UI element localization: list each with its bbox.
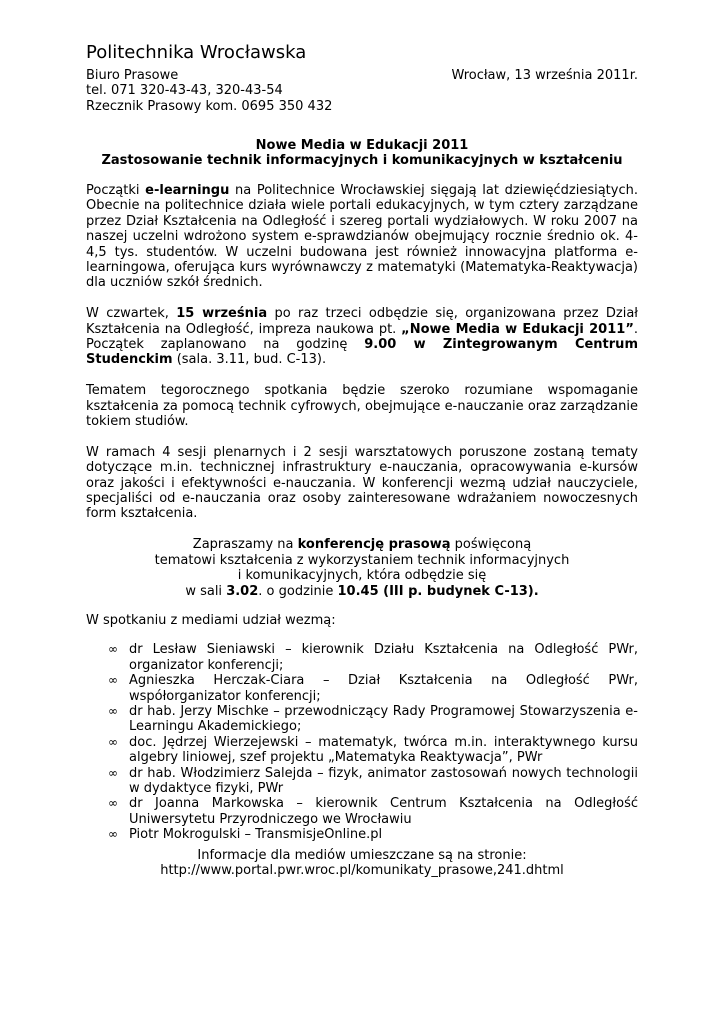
list-item [86,735,638,766]
press-releases-url: http://www.portal.pwr.wroc.pl/komunikaty_prasowe,241.dhtml [160,863,564,879]
title-line-2: Zastosowanie technik informacyjnych i komunikacyjnych w kształceniu [101,153,623,169]
text-run: poświęconą [450,537,532,553]
participants-list [86,642,638,842]
office-date-row [86,68,638,83]
infinity-bullet-icon: ∞ [108,734,118,749]
participants-lead: W spotkaniu z mediami udział wezmą: [86,612,336,628]
list-item [86,766,638,797]
title-line-1: Nowe Media w Edukacji 2011 [255,138,469,153]
text-run: po raz trzeci odbędzie się, organizowana przez Dział Kształcenia na Odległość, impreza naukowa pt. [86,306,638,337]
infinity-bullet-icon: ∞ [108,703,118,718]
list-item [86,827,638,842]
text-run: Zapraszamy na [192,537,298,553]
document-title [86,138,638,169]
infinity-bullet-icon: ∞ [108,765,118,780]
paragraph-topic: Tematem tegorocznego spotkania będzie szeroko rozumiane wspomaganie kształcenia za pomocą technik cyfrowych, obejmujące e-nauczanie oraz zarządzanie tokiem studiów. [86,383,638,430]
footer-note: Informacje dla mediów umieszczane są na stronie: [197,848,527,863]
text-run: (sala. 3.11, bud. C-13). [172,352,327,368]
paragraph-event [86,306,638,368]
letterhead [86,42,638,114]
text-run: Początki [86,183,146,198]
list-item-text: dr Joanna Markowska – kierownik Centrum Kształcenia na Odległość Uniwersytetu Przyrodniczego we Wrocławiu [129,796,638,827]
spokesman-contact: Rzecznik Prasowy kom. 0695 350 432 [86,98,333,114]
bold-run: konferencję prasową [297,537,451,553]
bold-run: 10.45 (III p. budynek C-13). [337,583,539,599]
paragraph-elearning [86,183,638,291]
text-run: . Początek zaplanowano na godzinę [86,321,638,353]
list-item-text: Agnieszka Herczak-Ciara – Dział Kształcenia na Odległość PWr, współorganizator konferencji; [129,673,638,704]
infinity-bullet-icon: ∞ [108,642,118,657]
bold-run: 9.00 w Zintegrowanym Centrum Studenckim [86,337,638,368]
bold-run: 3.02 [226,583,259,599]
bold-run: 15 września [176,306,268,322]
infinity-bullet-icon: ∞ [108,673,118,688]
list-item-text: dr Lesław Sieniawski – kierownik Działu Kształcenia na Odległość PWr, organizator konferencji; [129,642,638,673]
list-item [86,673,638,704]
invite-line-1 [86,537,638,552]
phone-numbers: tel. 071 320-43-43, 320-43-54 [86,83,283,99]
paragraph-sessions: W ramach 4 sesji plenarnych i 2 sesji warsztatowych poruszone zostaną tematy dotyczące m.in. technicznej infrastruktury e-nauczania, opracowywania e-kursów oraz jakości i efektywności e-nauczania. W konferencji wezmą udział nauczyciele, specjaliści od e-nauczania oraz osoby zainteresowane wdrażaniem nowoczesnych form kształcenia. [86,444,638,522]
text-run: na Politechnice Wrocławskiej sięgają lat dziewięćdziesiątych. Obecnie na politechnice działa wiele portali edukacyjnych, w tym cztery zarządzane przez Dział Kształcenia na Odległość i szereg portali wydziałowych. W roku 2007 na naszej uczelni wdrożono system e-sprawdzianów obejmujący rocznie średnio ok. 4-4,5 tys. studentów. W uczelni budowana jest również innowacyjna platforma e-learningowa, oferująca kurs wyrównawczy z matematyki (Matematyka-Reaktywacja) dla uczniów szkół średnich. [86,183,638,291]
text-run: . o godzinie [258,583,338,599]
list-item-text: dr hab. Włodzimierz Salejda – fizyk, animator zastosowań nowych technologii w dydaktyce fizyki, PWr [129,765,638,796]
text-run: w sali [185,583,227,599]
invite-line-2: tematowi kształcenia z wykorzystaniem technik informacyjnych [154,552,570,568]
list-item-text: Piotr Mokrogulski – TransmisjeOnline.pl [129,827,383,843]
list-item-text: dr hab. Jerzy Mischke – przewodniczący Rady Programowej Stowarzyszenia e-Learningu Akademickiego; [129,703,638,735]
infinity-bullet-icon: ∞ [108,827,118,842]
infinity-bullet-icon: ∞ [108,796,118,811]
media-info-footer [86,848,638,879]
text-run: W czwartek, [86,306,177,322]
list-item [86,642,638,673]
bold-run: e-learningu [145,183,230,198]
organization-name: Politechnika Wrocławska [86,42,307,63]
list-item [86,704,638,735]
bold-run: „Nowe Media w Edukacji 2011” [401,321,634,337]
list-item [86,796,638,827]
document-date: Wrocław, 13 września 2011r. [451,68,638,83]
press-conference-invitation [86,537,638,599]
list-item-text: doc. Jędrzej Wierzejewski – matematyk, twórca m.in. interaktywnego kursu algebry liniowej, szef projektu „Matematyka Reaktywacja”, PWr [129,734,638,766]
press-office: Biuro Prasowe [86,68,179,83]
invite-line-3: i komunikacyjnych, która odbędzie się [237,568,487,584]
document-body [86,183,638,843]
invite-line-4 [86,584,638,599]
